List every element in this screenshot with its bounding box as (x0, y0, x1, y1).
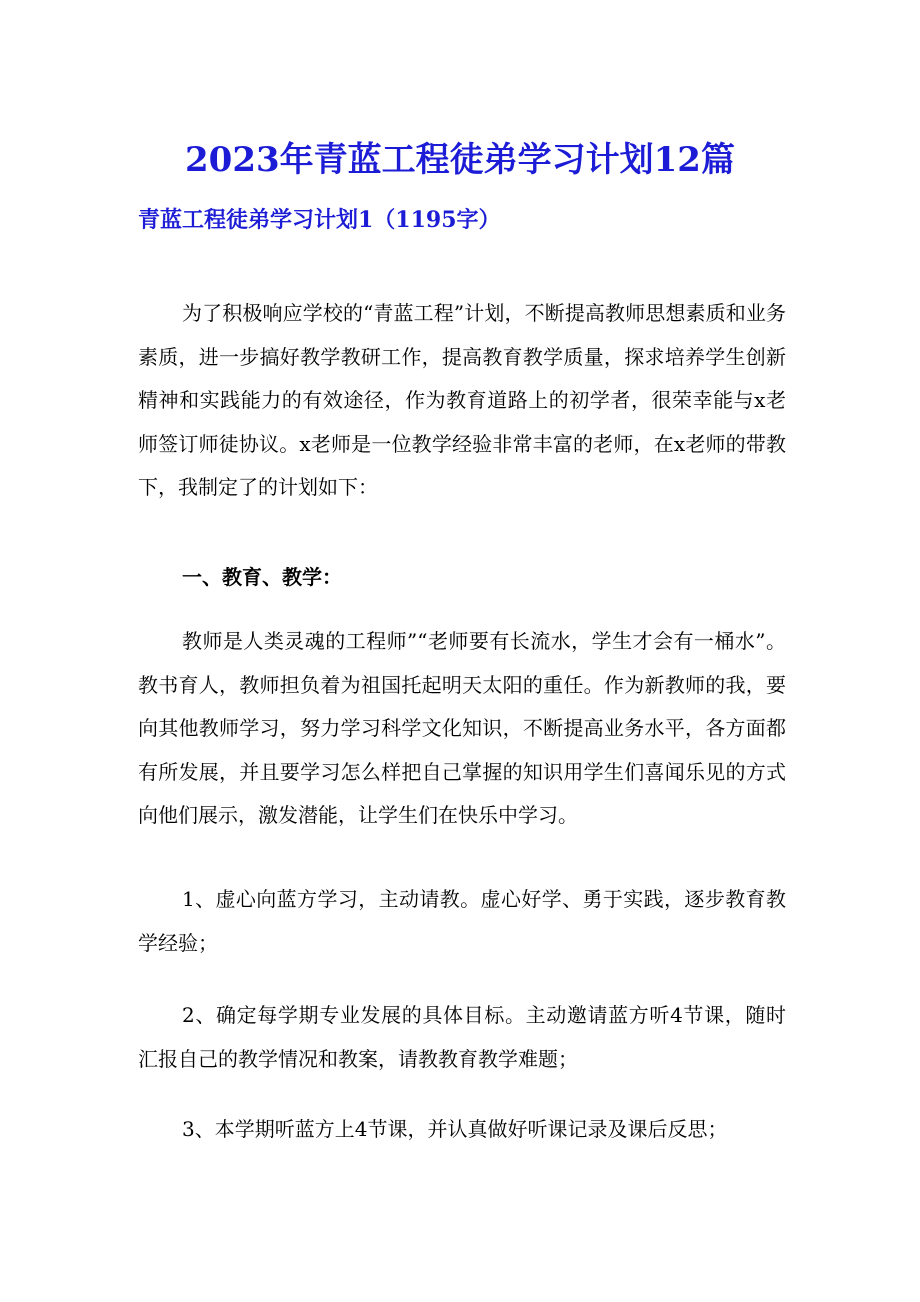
subheading-education: 一、教育、教学： (182, 565, 342, 589)
document-title: 2023年青蓝工程徒弟学习计划12篇 (185, 140, 735, 180)
list-item-1: 1、虚心向蓝方学习，主动请教。虚心好学、勇于实践，逐步教育教学经验； (138, 887, 786, 955)
intro-paragraph: 为了积极响应学校的“青蓝工程”计划，不断提高教师思想素质和业务素质，进一步搞好教学教研工作，提高教育教学质量，探求培养学生创新精神和实践能力的有效途径，作为教育道路上的初学者，很荣幸能与x老师签订师徒协议。x老师是一位教学经验非常丰富的老师，在x老师的带教下，我制定了的计划如下： (138, 301, 786, 499)
list-item-2: 2、确定每学期专业发展的具体目标。主动邀请蓝方听4节课，随时汇报自己的教学情况和教案，请教教育教学难题； (138, 1003, 786, 1071)
education-paragraph: 教师是人类灵魂的工程师”“老师要有长流水，学生才会有一桶水”。教书育人，教师担负着为祖国托起明天太阳的重任。作为新教师的我，要向其他教师学习，努力学习科学文化知识，不断提高业务水平，各方面都有所发展，并且要学习怎么样把自己掌握的知识用学生们喜闻乐见的方式向他们展示，激发潜能，让学生们在快乐中学习。 (138, 629, 786, 827)
section-heading: 青蓝工程徒弟学习计划1（1195字） (138, 207, 501, 233)
list-item-3: 3、本学期听蓝方上4节课，并认真做好听课记录及课后反思； (182, 1117, 728, 1141)
